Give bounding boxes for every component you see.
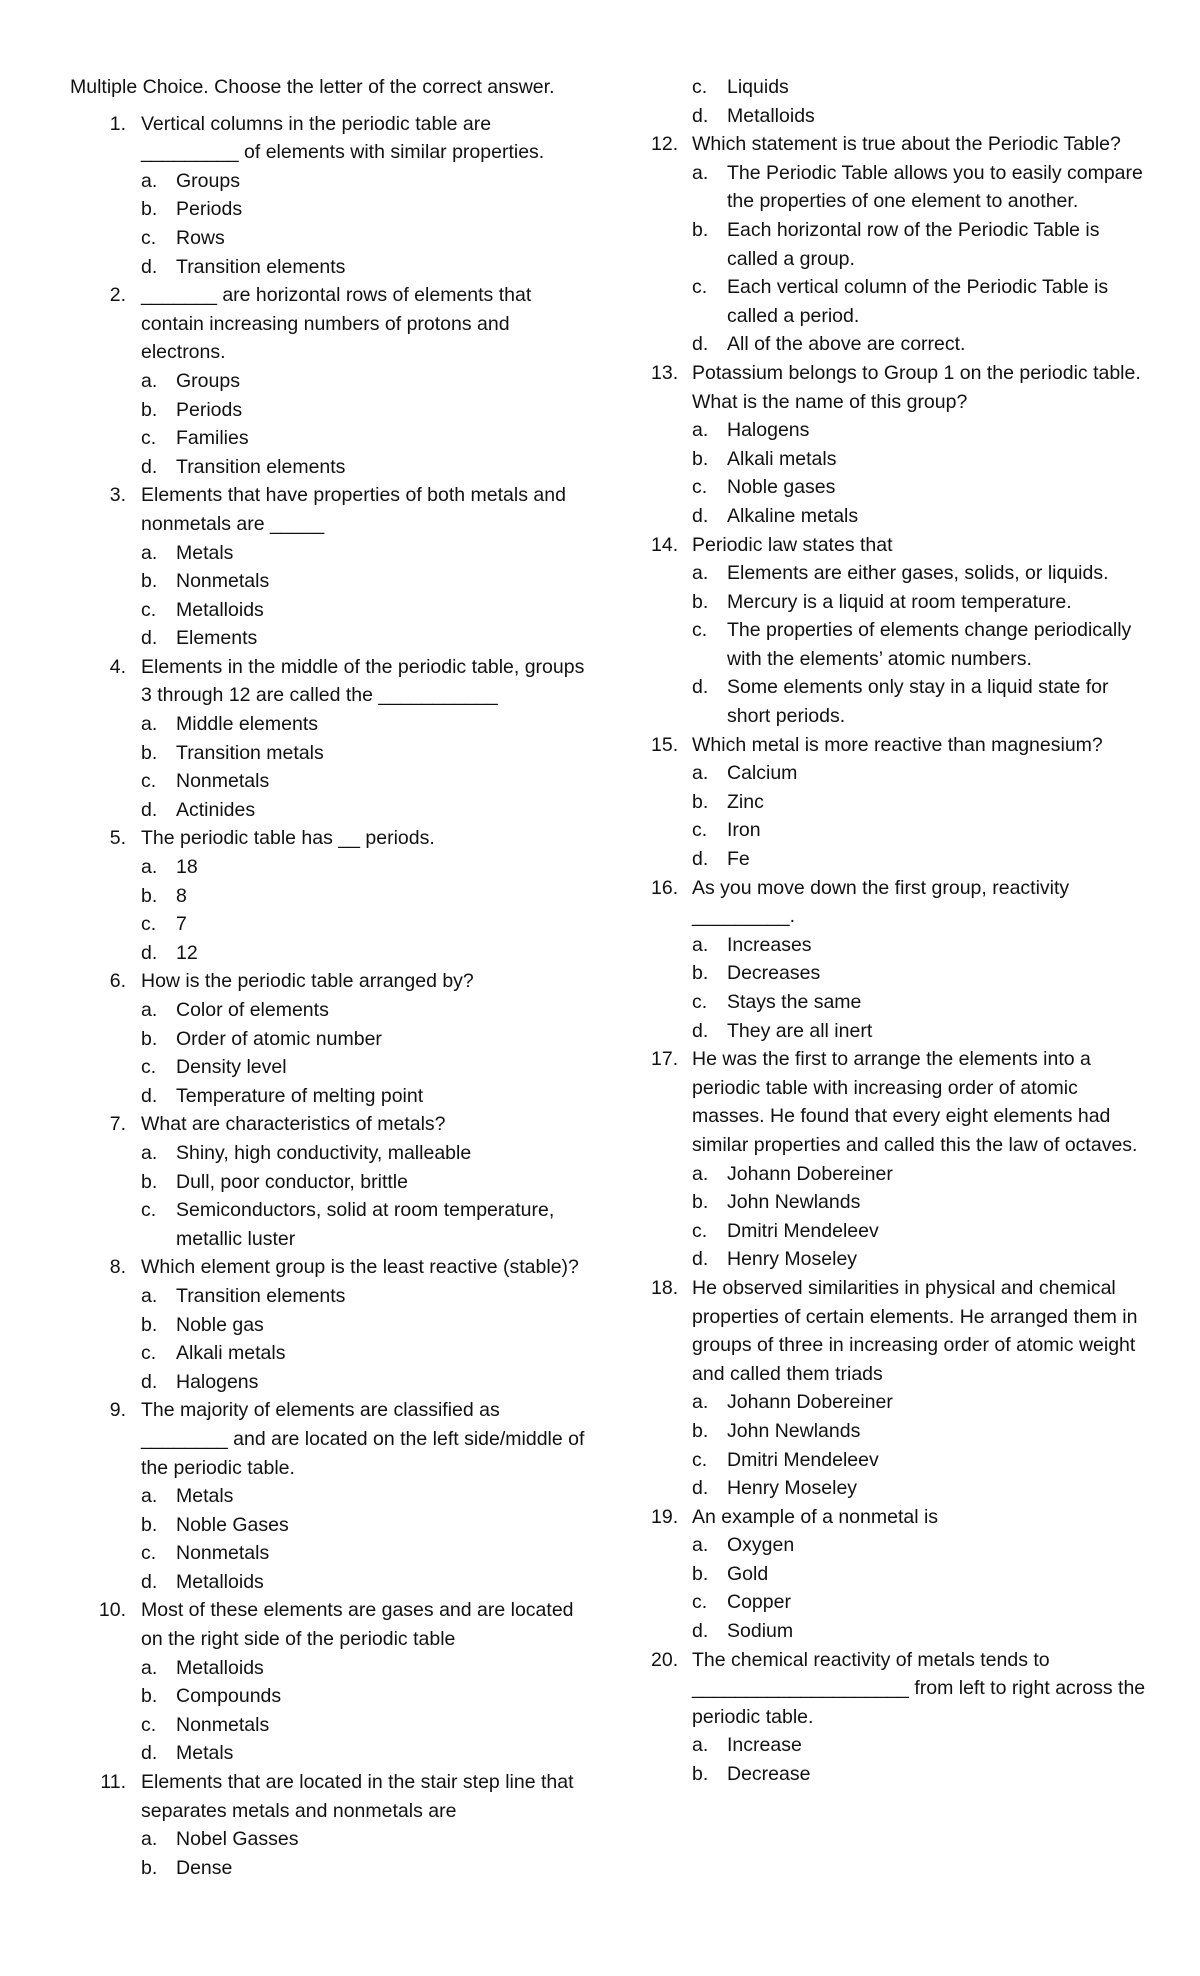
option-letter: a. [692, 1391, 709, 1414]
option-letter: d. [692, 1248, 709, 1271]
option-letter: a. [141, 1656, 158, 1679]
option-letter: d. [141, 1742, 158, 1765]
question-stem [70, 281, 590, 367]
option-text: Dmitri Mendeleev [727, 1219, 879, 1242]
option-letter: b. [692, 790, 709, 813]
option-text: Decrease [727, 1763, 811, 1786]
question-text: Elements that are located in the stair step line that separates metals and nonmetals are [141, 1771, 574, 1822]
option-text: 12 [176, 941, 198, 964]
option-text: Henry Moseley [727, 1248, 858, 1271]
option-letter: a. [692, 1734, 709, 1757]
option-text: Mercury is a liquid at room temperature. [727, 590, 1072, 613]
question-number: 19. [651, 1505, 679, 1528]
option-text: Increases [727, 933, 812, 956]
answer-option [70, 1654, 590, 1683]
option-text: Iron [727, 819, 761, 842]
question-number: 9. [109, 1399, 126, 1422]
option-text: Gold [727, 1562, 769, 1585]
option-text: Nonmetals [176, 570, 270, 593]
question-text: Which metal is more reactive than magnesium? [692, 733, 1103, 756]
question-stem [651, 1045, 1151, 1159]
answer-option [70, 1482, 590, 1511]
option-text: Order of atomic number [176, 1027, 382, 1050]
answer-option [70, 1053, 590, 1082]
option-text: 18 [176, 856, 198, 879]
option-letter: d. [692, 504, 709, 527]
option-letter: b. [141, 570, 158, 593]
option-letter: c. [141, 913, 157, 936]
answer-option [651, 1474, 1151, 1503]
answer-option [70, 1168, 590, 1197]
option-text: Alkaline metals [727, 504, 859, 527]
question-text: He was the first to arrange the elements into a periodic table with increasing order of atomic masses. He found that every eight elements had similar properties and called this the law of octaves. [692, 1048, 1138, 1156]
option-letter: a. [141, 713, 158, 736]
answer-option [651, 931, 1151, 960]
option-text: Density level [176, 1056, 287, 1079]
option-letter: c. [141, 598, 157, 621]
option-text: Elements [176, 627, 258, 650]
question-stem [70, 1596, 590, 1653]
option-letter: b. [692, 962, 709, 985]
question-text: The periodic table has __ periods. [141, 827, 435, 850]
question-stem [651, 359, 1151, 416]
option-text: Groups [176, 169, 240, 192]
question-stem [651, 531, 1151, 560]
option-letter: a. [141, 856, 158, 879]
option-letter: a. [692, 933, 709, 956]
question-text: What are characteristics of metals? [141, 1113, 446, 1136]
answer-option [70, 624, 590, 653]
option-text: Metals [176, 541, 234, 564]
question-stem [651, 731, 1151, 760]
q11-continued-options [651, 73, 1151, 130]
option-letter: b. [141, 398, 158, 421]
answer-option [651, 816, 1151, 845]
option-text: Periods [176, 198, 243, 221]
option-letter: b. [141, 884, 158, 907]
question-stem [651, 1503, 1151, 1532]
answer-option [70, 367, 590, 396]
option-text: Fe [727, 848, 750, 871]
option-text: 8 [176, 884, 187, 907]
answer-option [651, 1245, 1151, 1274]
option-letter: c. [692, 476, 708, 499]
option-text: Halogens [176, 1370, 259, 1393]
option-letter: b. [692, 1763, 709, 1786]
answer-option [70, 1539, 590, 1568]
option-letter: c. [141, 1199, 157, 1222]
answer-option [70, 910, 590, 939]
question-number: 11. [100, 1771, 126, 1794]
option-letter: c. [141, 770, 157, 793]
answer-option [651, 1760, 1151, 1789]
answer-option [70, 767, 590, 796]
question-text: Elements in the middle of the periodic table, groups 3 through 12 are called the ___________ [141, 655, 585, 707]
option-letter: a. [141, 369, 158, 392]
option-text: Each vertical column of the Periodic Table is called a period. [727, 276, 1109, 327]
answer-option [70, 710, 590, 739]
answer-option [70, 195, 590, 224]
answer-option [651, 216, 1151, 273]
answer-option [651, 473, 1151, 502]
question-number: 8. [109, 1256, 126, 1279]
answer-option [651, 959, 1151, 988]
option-text: Decreases [727, 962, 821, 985]
question-text: The majority of elements are classified as ________ and are located on the left side/middle of the periodic table. [141, 1399, 585, 1479]
question-number: 17. [651, 1048, 679, 1071]
question-text: _______ are horizontal rows of elements that contain increasing numbers of protons and electrons. [141, 284, 532, 364]
answer-option [651, 788, 1151, 817]
question-number: 18. [651, 1276, 679, 1299]
option-letter: a. [692, 762, 709, 785]
option-text: Metalloids [176, 1570, 264, 1593]
question-text: Periodic law states that [692, 533, 893, 556]
answer-option [651, 73, 1151, 102]
answer-option [70, 167, 590, 196]
question-number: 3. [109, 484, 126, 507]
option-text: Noble gases [727, 476, 836, 499]
option-text: Compounds [176, 1685, 282, 1708]
option-text: Noble gas [176, 1313, 264, 1336]
option-text: The Periodic Table allows you to easily compare the properties of one element to another. [727, 161, 1143, 213]
option-letter: d. [141, 1084, 158, 1107]
answer-option [651, 1617, 1151, 1646]
option-letter: a. [141, 999, 158, 1021]
option-text: Dmitri Mendeleev [727, 1448, 879, 1471]
answer-option [70, 567, 590, 596]
question-stem [70, 1253, 590, 1282]
left-column [70, 73, 590, 1882]
answer-option [70, 853, 590, 882]
option-letter: d. [692, 1019, 709, 1042]
option-text: Semiconductors, solid at room temperature, metallic luster [176, 1199, 555, 1250]
answer-option [70, 224, 590, 253]
question-text: How is the periodic table arranged by? [141, 970, 474, 993]
option-letter: b. [141, 1685, 158, 1708]
answer-option [70, 1139, 590, 1168]
option-letter: b. [692, 1191, 709, 1214]
answer-option [651, 588, 1151, 617]
option-text: Actinides [176, 798, 256, 821]
answer-option [70, 739, 590, 768]
option-text: Families [176, 427, 249, 450]
option-text: Elements are either gases, solids, or liquids. [727, 562, 1109, 585]
option-text: Transition elements [176, 455, 346, 478]
question-number: 12. [651, 133, 679, 156]
option-text: Johann Dobereiner [727, 1162, 893, 1185]
option-letter: b. [141, 1313, 158, 1336]
answer-option [70, 1282, 590, 1311]
option-text: Dull, poor conductor, brittle [176, 1170, 408, 1193]
answer-option [70, 253, 590, 282]
option-letter: b. [692, 1419, 709, 1442]
option-letter: d. [692, 1620, 709, 1643]
question-text: Potassium belongs to Group 1 on the periodic table. What is the name of this group? [692, 361, 1141, 413]
answer-option [651, 1017, 1151, 1046]
answer-option [70, 1311, 590, 1340]
option-letter: d. [141, 941, 158, 964]
answer-option [70, 539, 590, 568]
question-stem [70, 824, 590, 853]
answer-option [651, 159, 1151, 216]
question-number: 1. [109, 112, 126, 135]
question-number: 14. [651, 533, 679, 556]
answer-option [70, 882, 590, 911]
option-text: Alkali metals [727, 447, 837, 470]
option-letter: c. [692, 276, 708, 299]
question-stem [70, 110, 590, 167]
question-stem [70, 1768, 590, 1825]
option-letter: d. [141, 627, 158, 650]
answer-option [651, 1188, 1151, 1217]
answer-option [651, 1531, 1151, 1560]
option-letter: a. [141, 1284, 158, 1307]
answer-option [651, 1388, 1151, 1417]
answer-option [651, 273, 1151, 330]
option-text: Metals [176, 1742, 234, 1765]
option-letter: d. [141, 1570, 158, 1593]
answer-option [70, 1025, 590, 1054]
option-letter: c. [141, 1342, 157, 1365]
question-text: Which statement is true about the Periodic Table? [692, 133, 1121, 156]
option-text: Sodium [727, 1620, 794, 1643]
answer-option [70, 1568, 590, 1597]
option-letter: d. [141, 798, 158, 821]
answer-option [70, 996, 590, 1025]
question-number: 6. [109, 970, 126, 993]
option-text: Calcium [727, 762, 798, 785]
option-text: Dense [176, 1856, 233, 1879]
answer-option [651, 102, 1151, 131]
option-letter: a. [141, 169, 158, 192]
option-letter: c. [692, 619, 708, 642]
option-text: They are all inert [727, 1019, 873, 1042]
question-number: 5. [109, 827, 126, 850]
option-letter: c. [141, 427, 157, 450]
option-letter: c. [692, 1219, 708, 1242]
option-letter: c. [692, 1591, 708, 1614]
question-stem [651, 874, 1151, 931]
option-letter: c. [141, 1542, 157, 1565]
question-text: Most of these elements are gases and are located on the right side of the periodic table [141, 1599, 574, 1651]
option-letter: c. [141, 226, 157, 249]
option-text: The properties of elements change periodically with the elements’ atomic numbers. [727, 619, 1132, 670]
option-letter: d. [692, 104, 709, 127]
option-text: Alkali metals [176, 1342, 286, 1365]
answer-option [70, 1711, 590, 1740]
option-text: Shiny, high conductivity, malleable [176, 1141, 472, 1164]
answer-option [651, 1160, 1151, 1189]
option-text: Increase [727, 1734, 802, 1757]
option-letter: a. [692, 1534, 709, 1557]
answer-option [651, 416, 1151, 445]
answer-option [651, 445, 1151, 474]
instructions: Multiple Choice. Choose the letter of the correct answer. [70, 76, 555, 98]
answer-option [651, 673, 1151, 730]
answer-option [651, 988, 1151, 1017]
option-letter: d. [692, 333, 709, 356]
option-text: Transition metals [176, 741, 324, 764]
question-text: Which element group is the least reactive (stable)? [141, 1256, 579, 1279]
option-letter: a. [141, 541, 158, 564]
question-stem [70, 481, 590, 538]
option-letter: c. [692, 76, 708, 98]
question-text: An example of a nonmetal is [692, 1505, 939, 1528]
option-text: Groups [176, 369, 240, 392]
option-text: Temperature of melting point [176, 1084, 424, 1107]
question-number: 13. [651, 361, 679, 384]
answer-option [70, 939, 590, 968]
option-text: Each horizontal row of the Periodic Table is called a group. [727, 218, 1100, 270]
question-stem [651, 130, 1151, 159]
question-number: 2. [109, 284, 126, 307]
option-letter: c. [692, 991, 708, 1013]
option-text: Oxygen [727, 1534, 795, 1557]
question-stem [70, 653, 590, 710]
option-letter: b. [141, 741, 158, 764]
option-letter: b. [692, 590, 709, 613]
option-letter: b. [141, 1856, 158, 1879]
question-list-left [70, 110, 590, 1883]
option-text: Nonmetals [176, 1713, 270, 1736]
answer-option [651, 845, 1151, 874]
option-letter: b. [141, 198, 158, 221]
option-letter: d. [692, 848, 709, 871]
option-text: Johann Dobereiner [727, 1391, 893, 1414]
option-letter: a. [141, 1141, 158, 1164]
question-number: 4. [109, 655, 126, 678]
answer-option [70, 1825, 590, 1854]
option-letter: d. [141, 255, 158, 278]
option-text: Transition elements [176, 1284, 346, 1307]
option-text: Metalloids [176, 1656, 264, 1679]
option-text: Transition elements [176, 255, 346, 278]
option-letter: a. [141, 1485, 158, 1508]
option-text: Henry Moseley [727, 1477, 858, 1500]
answer-option [651, 1731, 1151, 1760]
answer-option [70, 1368, 590, 1397]
option-text: Copper [727, 1591, 791, 1614]
question-list-right [651, 130, 1151, 1788]
answer-option [70, 596, 590, 625]
question-number: 7. [109, 1113, 126, 1136]
question-stem [651, 1274, 1151, 1388]
option-text: Nonmetals [176, 770, 270, 793]
question-text: Vertical columns in the periodic table are _________ of elements with similar properties. [141, 112, 545, 164]
question-stem [70, 1110, 590, 1139]
option-text: Metals [176, 1485, 234, 1508]
answer-option [70, 1854, 590, 1883]
option-text: Metalloids [727, 104, 815, 127]
question-text: The chemical reactivity of metals tends to ____________________ from left to right across the periodic table. [692, 1648, 1146, 1728]
answer-option [70, 796, 590, 825]
answer-option [651, 1217, 1151, 1246]
option-text: Zinc [727, 790, 764, 813]
answer-option [651, 1446, 1151, 1475]
option-letter: d. [141, 455, 158, 478]
answer-option [70, 1339, 590, 1368]
answer-option [651, 502, 1151, 531]
answer-option [651, 330, 1151, 359]
answer-option [651, 559, 1151, 588]
option-letter: b. [692, 218, 709, 241]
option-text: Halogens [727, 419, 810, 442]
option-text: 7 [176, 913, 187, 936]
answer-option [70, 1739, 590, 1768]
question-stem [70, 1396, 590, 1482]
option-text: Periods [176, 398, 243, 421]
option-text: Nonmetals [176, 1542, 270, 1565]
option-letter: d. [692, 676, 709, 699]
option-letter: b. [141, 1513, 158, 1536]
option-text: Liquids [727, 76, 789, 98]
option-letter: b. [141, 1170, 158, 1193]
option-letter: c. [692, 1448, 708, 1471]
option-letter: c. [692, 819, 708, 842]
question-stem [70, 967, 590, 996]
question-number: 20. [651, 1648, 679, 1671]
question-text: As you move down the first group, reactivity _________. [692, 876, 1070, 928]
option-letter: b. [692, 1562, 709, 1585]
option-letter: c. [141, 1713, 157, 1736]
answer-option [651, 1417, 1151, 1446]
question-text: He observed similarities in physical and chemical properties of certain elements. He arranged them in groups of three in increasing order of atomic weight and called them triads [692, 1276, 1138, 1385]
answer-option [651, 1560, 1151, 1589]
answer-option [651, 616, 1151, 673]
right-column [651, 73, 1151, 1789]
option-letter: a. [692, 161, 709, 184]
option-letter: d. [692, 1477, 709, 1500]
option-text: Stays the same [727, 991, 862, 1013]
question-number: 10. [98, 1599, 126, 1622]
option-text: All of the above are correct. [727, 333, 966, 356]
option-text: Nobel Gasses [176, 1828, 299, 1851]
question-stem [651, 1646, 1151, 1732]
question-number: 16. [651, 876, 679, 899]
answer-option [651, 1588, 1151, 1617]
option-letter: a. [692, 1162, 709, 1185]
question-number: 15. [651, 733, 679, 756]
answer-option [70, 1082, 590, 1111]
option-text: John Newlands [727, 1419, 861, 1442]
option-letter: c. [141, 1056, 157, 1079]
option-letter: b. [141, 1027, 158, 1050]
option-text: Color of elements [176, 999, 329, 1021]
option-letter: b. [692, 447, 709, 470]
option-text: Rows [176, 226, 225, 249]
answer-option [70, 424, 590, 453]
option-letter: a. [141, 1828, 158, 1851]
option-text: Noble Gases [176, 1513, 289, 1536]
option-letter: d. [141, 1370, 158, 1393]
answer-option [651, 759, 1151, 788]
option-text: John Newlands [727, 1191, 861, 1214]
answer-option [70, 1511, 590, 1540]
question-text: Elements that have properties of both metals and nonmetals are _____ [141, 484, 566, 535]
option-letter: a. [692, 419, 709, 442]
option-text: Some elements only stay in a liquid state for short periods. [727, 676, 1109, 728]
option-letter: a. [692, 562, 709, 585]
option-text: Middle elements [176, 713, 318, 736]
answer-option [70, 396, 590, 425]
answer-option [70, 1682, 590, 1711]
answer-option [70, 453, 590, 482]
answer-option [70, 1196, 590, 1253]
option-text: Metalloids [176, 598, 264, 621]
